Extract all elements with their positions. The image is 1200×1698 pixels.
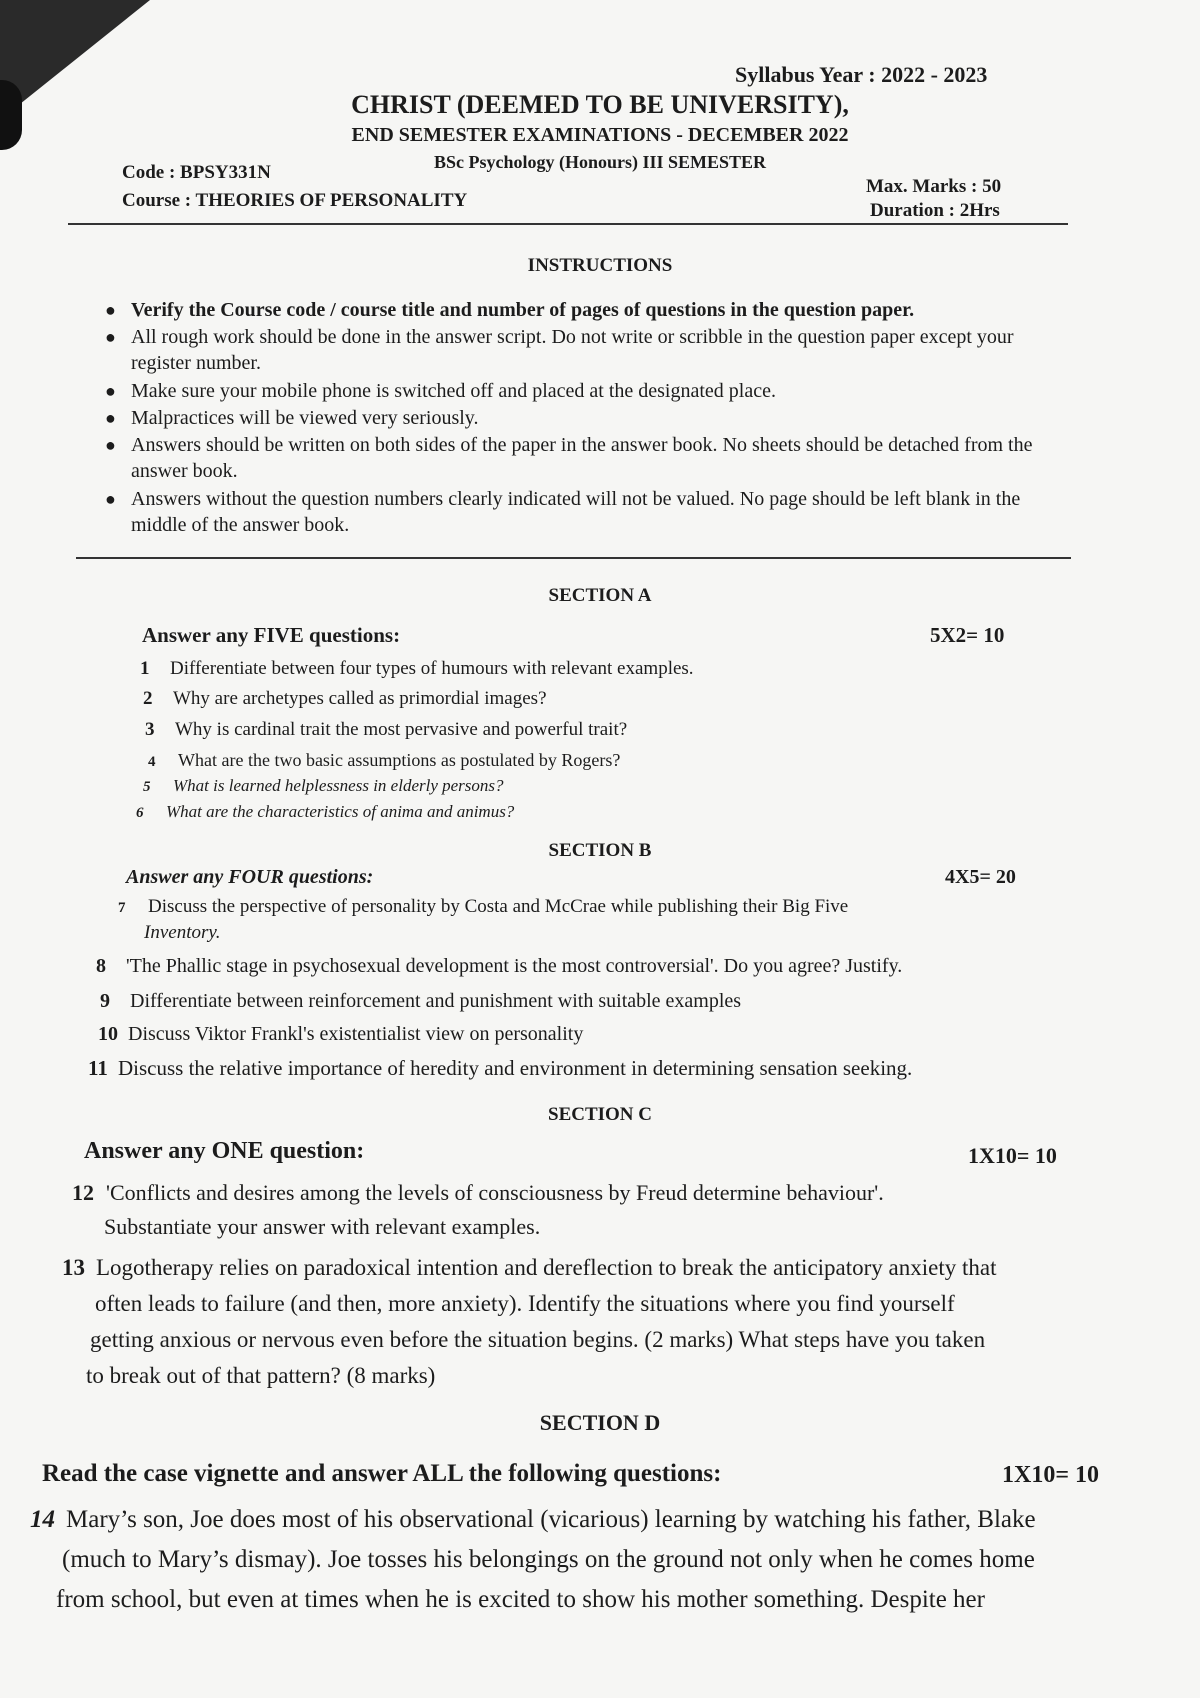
- question-text: What are the two basic assumptions as postulated by Rogers?: [178, 750, 621, 770]
- question-item: [30, 1506, 1036, 1534]
- question-item: [98, 1023, 583, 1046]
- section-a-marks: 5X2= 10: [930, 623, 1005, 647]
- duration: Duration : 2Hrs: [870, 200, 1000, 221]
- section-c-instruction: Answer any ONE question:: [84, 1138, 365, 1164]
- instructions-title: INSTRUCTIONS: [527, 255, 673, 276]
- question-text: Mary’s son, Joe does most of his observational (vicarious) learning by watching his father, Blake: [66, 1506, 1036, 1533]
- question-number: 14: [30, 1506, 55, 1533]
- instruction-item: [105, 486, 1065, 538]
- question-item: [100, 990, 741, 1013]
- question-continuation: to break out of that pattern? (8 marks): [86, 1363, 436, 1388]
- question-continuation: from school, but even at times when he is excited to show his mother something. Despite her: [56, 1586, 985, 1613]
- section-c-title: SECTION C: [548, 1104, 652, 1125]
- question-item: [148, 750, 620, 771]
- instruction-text: Verify the Course code / course title and number of pages of questions in the question paper.: [131, 299, 915, 321]
- bullet-icon: ●: [105, 408, 116, 428]
- instruction-text: All rough work should be done in the answer script. Do not write or scribble in the question paper except your register number.: [131, 326, 1014, 374]
- section-a-instruction: Answer any FIVE questions:: [142, 623, 401, 647]
- instruction-item: [105, 378, 1065, 404]
- question-number: 13: [62, 1255, 85, 1280]
- question-number: 3: [145, 719, 155, 740]
- question-continuation: Inventory.: [144, 922, 221, 943]
- instructions-divider: [76, 557, 1071, 559]
- bullet-icon: ●: [105, 327, 116, 347]
- question-item: [145, 719, 627, 741]
- question-item: [140, 658, 694, 680]
- course-title: Course : THEORIES OF PERSONALITY: [122, 190, 468, 211]
- question-text: Differentiate between four types of humours with relevant examples.: [170, 658, 694, 679]
- header-divider: [68, 223, 1068, 225]
- instruction-item: [105, 324, 1065, 376]
- max-marks: Max. Marks : 50: [866, 176, 1002, 197]
- section-c-marks: 1X10= 10: [968, 1143, 1057, 1168]
- university-name: CHRIST (DEEMED TO BE UNIVERSITY),: [351, 90, 849, 119]
- question-number: 12: [72, 1180, 94, 1205]
- question-continuation: getting anxious or nervous even before the situation begins. (2 marks) What steps have you taken: [90, 1327, 986, 1352]
- question-text: What is learned helplessness in elderly persons?: [173, 776, 504, 795]
- bullet-icon: ●: [105, 489, 116, 509]
- question-item: [62, 1255, 997, 1281]
- bullet-icon: ●: [105, 381, 116, 401]
- question-text: Discuss the relative importance of heredity and environment in determining sensation seeking.: [118, 1056, 913, 1080]
- question-item: [136, 802, 514, 822]
- question-item: [72, 1180, 884, 1206]
- course-code: Code : BPSY331N: [122, 162, 271, 183]
- question-number: 1: [140, 658, 150, 679]
- section-a-title: SECTION A: [548, 585, 652, 606]
- instruction-item: [105, 405, 1065, 431]
- section-b-marks: 4X5= 20: [945, 866, 1016, 888]
- instruction-text: Answers should be written on both sides of the paper in the answer book. No sheets should be detached from the answer book.: [131, 434, 1033, 482]
- question-item: [143, 776, 504, 796]
- question-item: [88, 1056, 912, 1081]
- question-text: Differentiate between reinforcement and punishment with suitable examples: [130, 990, 742, 1012]
- question-number: 5: [143, 779, 151, 795]
- question-continuation: often leads to failure (and then, more anxiety). Identify the situations where you find yourself: [95, 1291, 955, 1316]
- question-continuation: (much to Mary’s dismay). Joe tosses his belongings on the ground not only when he comes home: [62, 1546, 1035, 1573]
- question-item: [143, 688, 547, 710]
- instruction-item: [105, 297, 1065, 323]
- question-number: 9: [100, 990, 110, 1012]
- question-text: 'The Phallic stage in psychosexual development is the most controversial'. Do you agree? Justify.: [126, 955, 903, 977]
- instruction-text: Malpractices will be viewed very seriously.: [131, 407, 479, 429]
- instruction-text: Make sure your mobile phone is switched off and placed at the designated place.: [131, 380, 776, 402]
- question-item: [118, 896, 848, 918]
- question-text: Why is cardinal trait the most pervasive and powerful trait?: [175, 719, 628, 740]
- question-text: What are the characteristics of anima and animus?: [166, 802, 515, 821]
- question-number: 2: [143, 688, 153, 709]
- question-number: 4: [148, 754, 156, 770]
- question-number: 10: [98, 1023, 118, 1045]
- instruction-text: Answers without the question numbers clearly indicated will not be valued. No page should be left blank in the middle of the answer book.: [131, 488, 1021, 536]
- syllabus-year: Syllabus Year : 2022 - 2023: [735, 62, 988, 87]
- question-text: Discuss Viktor Frankl's existentialist view on personality: [128, 1023, 584, 1045]
- bullet-icon: ●: [105, 300, 116, 320]
- section-d-marks: 1X10= 10: [1002, 1462, 1100, 1488]
- question-continuation: Substantiate your answer with relevant examples.: [104, 1214, 541, 1239]
- bullet-icon: ●: [105, 435, 116, 455]
- question-text: Why are archetypes called as primordial images?: [173, 688, 547, 709]
- section-b-instruction: Answer any FOUR questions:: [126, 866, 374, 888]
- program-name: BSc Psychology (Honours) III SEMESTER: [433, 152, 767, 172]
- exam-title: END SEMESTER EXAMINATIONS - DECEMBER 2022: [351, 124, 849, 146]
- question-item: [96, 955, 902, 978]
- question-number: 8: [96, 955, 106, 977]
- question-number: 7: [118, 900, 126, 916]
- question-text: Discuss the perspective of personality by Costa and McCrae while publishing their Big Five: [148, 896, 849, 917]
- question-number: 6: [136, 805, 144, 821]
- section-b-title: SECTION B: [548, 840, 652, 861]
- instruction-item: [105, 432, 1065, 484]
- section-d-title: SECTION D: [539, 1410, 661, 1435]
- section-d-instruction: Read the case vignette and answer ALL the following questions:: [42, 1460, 722, 1487]
- question-text: 'Conflicts and desires among the levels of consciousness by Freud determine behaviour'.: [106, 1180, 884, 1205]
- question-number: 11: [88, 1056, 108, 1080]
- question-text: Logotherapy relies on paradoxical intention and dereflection to break the anticipatory anxiety that: [96, 1255, 997, 1280]
